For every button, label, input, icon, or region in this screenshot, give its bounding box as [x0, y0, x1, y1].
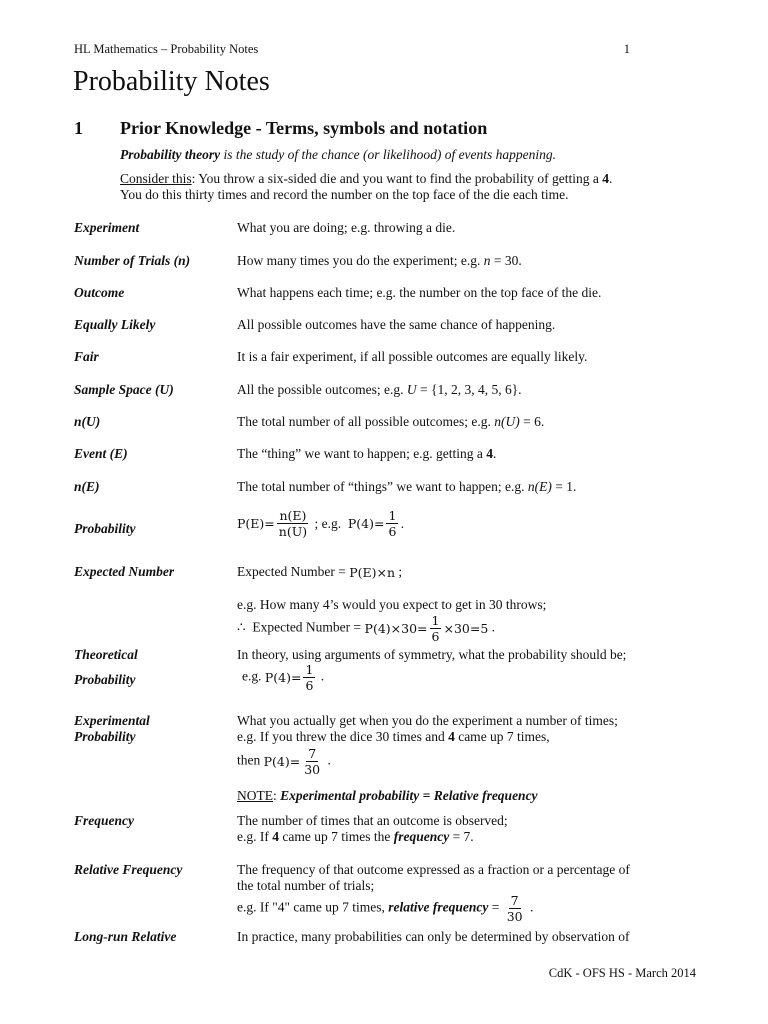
prob-ex-numerator: 1	[388, 508, 397, 523]
prob-numerator: n(E)	[279, 508, 307, 523]
expected-denominator: 6	[431, 629, 440, 644]
term-frequency: Frequency	[74, 813, 134, 828]
term-experimental: Experimental	[74, 713, 150, 728]
page-header	[74, 42, 630, 57]
experimental-line2-a: e.g. If you threw the dice 30 times and	[237, 729, 449, 744]
relative-denominator: 30	[506, 909, 523, 924]
def-trials-b: = 30.	[490, 253, 522, 268]
def-event-a: The “thing” we want to happen; e.g. getting a	[237, 446, 487, 461]
expected-numerator: 1	[431, 613, 440, 628]
term-n-e: n(E)	[74, 479, 100, 494]
term-theoretical: Theoretical	[74, 647, 138, 662]
note-colon: :	[273, 788, 281, 803]
prob-lhs2: P(4)=	[347, 515, 385, 531]
consider-text: : You throw a six-sided die and you want to find the probability of getting a	[191, 171, 603, 186]
def-probability	[237, 508, 697, 539]
consider-line2: You do this thirty times and record the number on the top face of the die each time.	[120, 187, 569, 202]
term-long-run-relative: Long-run Relative	[74, 929, 177, 944]
def-relative-example	[237, 893, 697, 924]
relative-end: .	[526, 899, 534, 915]
term-sample-space: Sample Space (U)	[74, 382, 174, 397]
probability-formula	[237, 508, 404, 539]
theoretical-numerator: 1	[305, 662, 314, 677]
def-experimental-then	[237, 746, 697, 777]
section-number: 1	[74, 118, 83, 138]
term-n-u: n(U)	[74, 414, 101, 429]
def-event	[237, 446, 697, 462]
def-ne-var: n(E)	[527, 479, 552, 494]
def-theoretical: In theory, using arguments of symmetry, what the probability should be;	[237, 647, 627, 662]
def-long-run-relative: In practice, many probabilities can only be determined by observation of	[237, 929, 630, 944]
expected-line3-a: ∴ Expected Number =	[237, 619, 365, 635]
note-label: NOTE	[237, 788, 273, 803]
prob-lhs: P(E)=	[237, 515, 275, 531]
section-title: Prior Knowledge - Terms, symbols and notation	[120, 118, 488, 138]
section-heading	[74, 118, 487, 139]
expected-line1-b: ;	[395, 564, 403, 579]
prob-ex-denominator: 6	[388, 524, 397, 539]
def-sample-space	[237, 382, 697, 398]
prob-denominator: n(U)	[278, 524, 308, 539]
relative-line3-b: =	[488, 899, 503, 915]
def-expected-line1	[237, 564, 697, 581]
header-title: HL Mathematics – Probability Notes	[74, 42, 259, 56]
term-fair: Fair	[74, 349, 99, 364]
def-nu-a: The total number of all possible outcomes; e.g.	[237, 414, 495, 429]
experimental-denominator: 30	[304, 762, 321, 777]
experimental-numerator: 7	[308, 746, 317, 761]
term-equally-likely: Equally Likely	[74, 317, 156, 332]
def-sample-b: = {1, 2, 3, 4, 5, 6}.	[416, 382, 522, 397]
term-experiment: Experiment	[74, 220, 140, 235]
def-expected-line2: e.g. How many 4’s would you expect to get in 30 throws;	[237, 597, 547, 612]
def-trials	[237, 253, 697, 269]
expected-calc	[365, 613, 489, 644]
def-expected-line3	[237, 613, 697, 644]
def-frequency	[237, 813, 697, 845]
term-event: Event (E)	[74, 446, 128, 461]
experimental-line1: What you actually get when you do the experiment a number of times;	[237, 713, 618, 728]
def-theoretical-example	[242, 662, 702, 693]
relative-line2: the total number of trials;	[237, 878, 375, 893]
frequency-line2-c: = 7.	[449, 829, 474, 844]
frequency-term-inline: frequency	[393, 829, 450, 844]
def-sample-var: U	[406, 382, 417, 397]
document-title: Probability Notes	[73, 66, 270, 97]
note-text: Experimental probability = Relative frequency	[280, 788, 538, 803]
expected-calc-a: P(4)×30=	[364, 620, 428, 636]
term-expected-number: Expected Number	[74, 564, 175, 579]
def-relative-frequency	[237, 862, 697, 894]
term-relative-frequency: Relative Frequency	[74, 862, 183, 877]
frequency-line2-bold: 4	[272, 829, 279, 844]
def-ne-a: The total number of “things” we want to happen; e.g.	[237, 479, 528, 494]
def-experimental	[237, 713, 697, 745]
experimental-end: .	[324, 752, 331, 768]
experimental-lhs: P(4)=	[263, 753, 301, 769]
term-trials: Number of Trials (n)	[74, 253, 191, 268]
page-footer: CdK - OFS HS - March 2014	[548, 966, 696, 980]
def-trials-var: n	[483, 253, 491, 268]
relative-line1: The frequency of that outcome expressed as a fraction or a percentage of	[237, 862, 630, 877]
theoretical-eg: e.g.	[242, 668, 265, 684]
def-n-e	[237, 479, 697, 495]
theoretical-lhs: P(4)=	[264, 669, 302, 685]
experimental-fraction	[302, 746, 322, 777]
intro-consider	[120, 171, 700, 203]
relative-numerator: 7	[510, 893, 519, 908]
relative-term-inline: relative frequency	[388, 899, 489, 915]
frequency-line2-a: e.g. If	[237, 829, 273, 844]
term-outcome: Outcome	[74, 285, 125, 300]
expected-calc-b: ×30=5	[443, 620, 489, 636]
prob-fraction	[277, 508, 309, 539]
def-event-b: .	[493, 446, 497, 461]
def-fair: It is a fair experiment, if all possible outcomes are equally likely.	[237, 349, 588, 364]
experimental-then: then	[237, 752, 264, 768]
prob-example-fraction	[386, 508, 398, 539]
intro-definition	[120, 147, 700, 163]
theoretical-formula	[265, 662, 318, 693]
def-nu-b: = 6.	[519, 414, 545, 429]
def-trials-a: How many times you do the experiment; e.g.	[237, 253, 484, 268]
relative-line3-a: e.g. If "4" came up 7 times,	[237, 899, 389, 915]
def-equally-likely: All possible outcomes have the same chance of happening.	[237, 317, 556, 332]
def-nu-var: n(U)	[494, 414, 520, 429]
prob-mid: ; e.g.	[311, 515, 348, 531]
consider-label: Consider this	[120, 171, 192, 186]
expected-formula: P(E)×n	[349, 564, 396, 580]
experimental-formula	[264, 746, 325, 777]
page-number: 1	[623, 42, 630, 56]
term-probability: Probability	[74, 521, 136, 536]
def-sample-a: All the possible outcomes; e.g.	[237, 382, 407, 397]
frequency-line2-b: came up 7 times the	[278, 829, 394, 844]
term-experimental-probability: Probability	[74, 729, 136, 744]
prob-end: .	[400, 515, 405, 531]
experimental-line2-b: came up 7 times,	[454, 729, 550, 744]
expected-fraction	[430, 613, 442, 644]
intro-def-term: Probability theory	[120, 147, 221, 162]
expected-line1-a: Expected Number =	[237, 564, 350, 579]
expected-line3-b: .	[488, 619, 496, 635]
theoretical-fraction	[303, 662, 315, 693]
term-theoretical-probability: Probability	[74, 672, 136, 687]
experimental-line2-bold: 4	[448, 729, 455, 744]
intro-def-rest: is the study of the chance (or likelihood) of events happening.	[220, 147, 557, 162]
def-ne-b: = 1.	[551, 479, 577, 494]
consider-end: .	[608, 171, 613, 186]
def-n-u	[237, 414, 697, 430]
def-experiment: What you are doing; e.g. throwing a die.	[237, 220, 456, 235]
frequency-line1: The number of times that an outcome is observed;	[237, 813, 508, 828]
relative-fraction	[505, 893, 525, 924]
theoretical-denominator: 6	[305, 678, 314, 693]
theoretical-end: .	[317, 668, 325, 684]
experimental-note	[237, 788, 697, 804]
def-event-bold: 4	[486, 446, 494, 461]
consider-bold: 4	[602, 171, 609, 186]
def-outcome: What happens each time; e.g. the number on the top face of the die.	[237, 285, 602, 300]
